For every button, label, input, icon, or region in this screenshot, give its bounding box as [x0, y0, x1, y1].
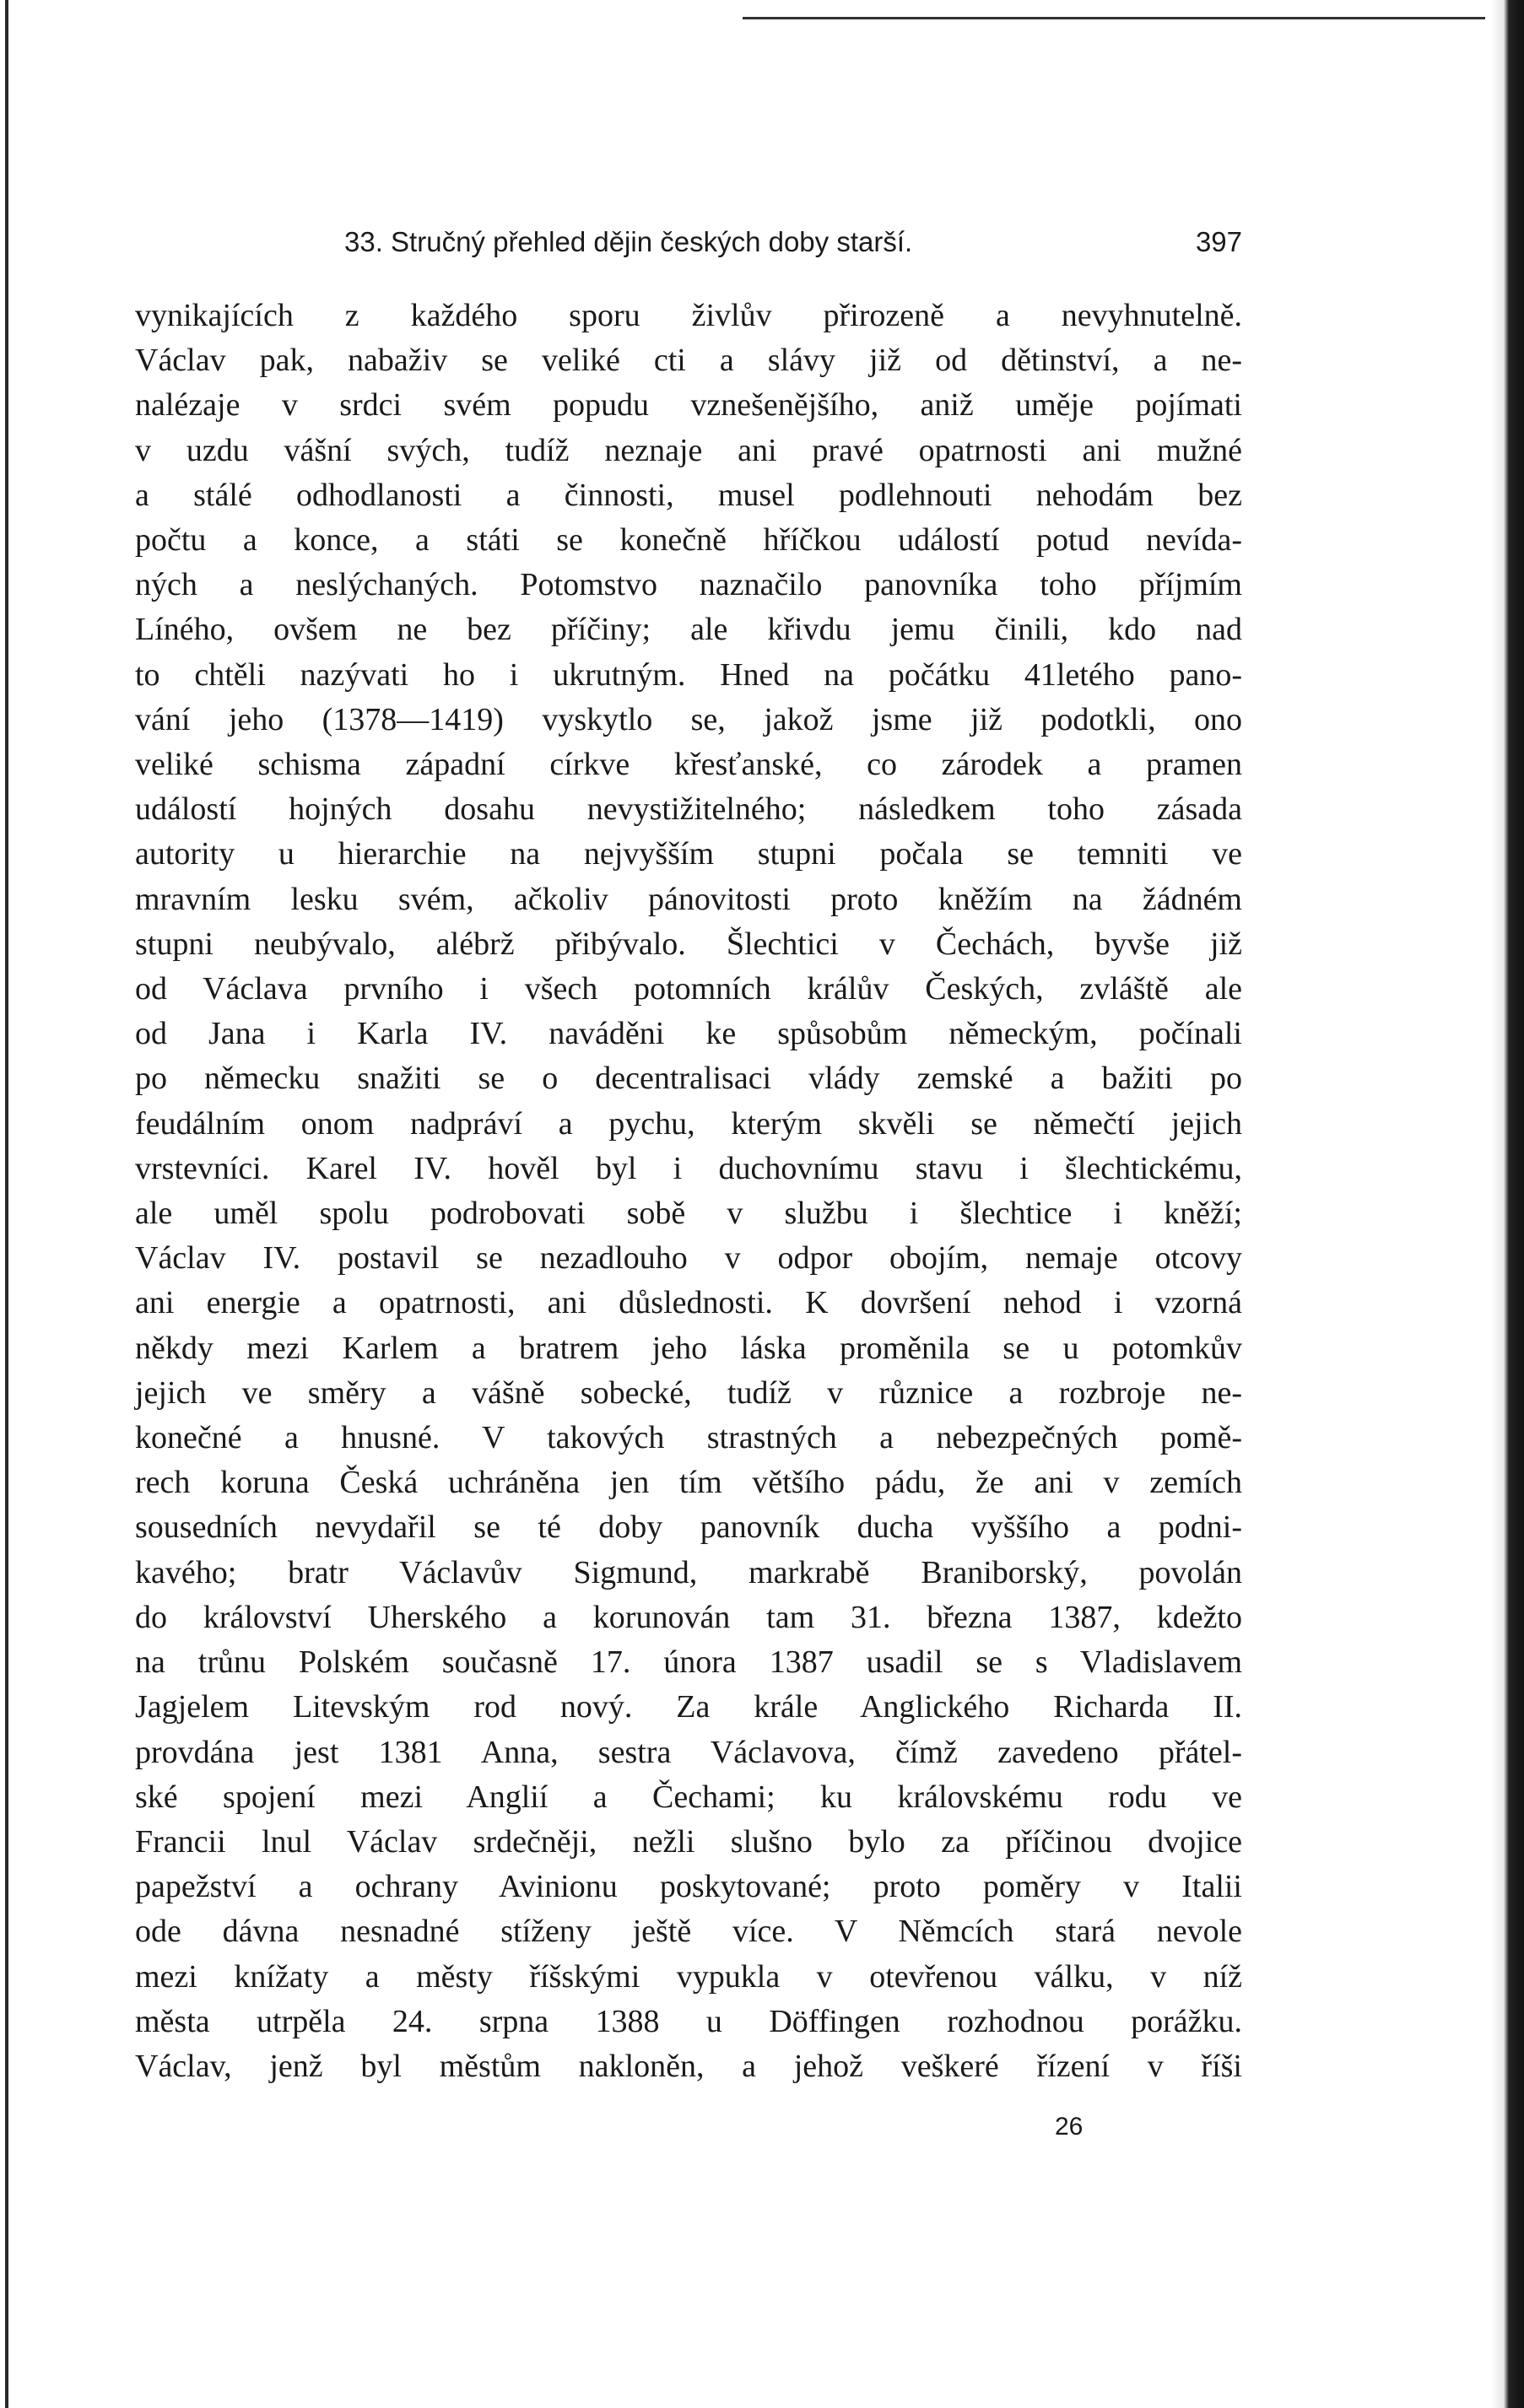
text-line: do království Uherského a korunován tam 31. března 1387, kdežto	[135, 1599, 1242, 1635]
text-line: města utrpěla 24. srpna 1388 u Döffingen rozhodnou porážku.	[135, 2003, 1242, 2039]
chapter-title: 33. Stručný přehled dějin českých doby starší.	[344, 226, 913, 257]
text-line: provdána jest 1381 Anna, sestra Václavova, čímž zavedeno přátel-	[135, 1734, 1242, 1770]
text-line: ani energie a opatrnosti, ani důslednosti. K dovršení nehod i vzorná	[135, 1285, 1242, 1321]
text-line: mezi knížaty a městy říšskými vypukla v otevřenou válku, v níž	[135, 1958, 1242, 1995]
page-number: 397	[1195, 226, 1242, 257]
text-line: kavého; bratr Václavův Sigmund, markrabě Braniborský, povolán	[135, 1554, 1242, 1590]
text-line: konečné a hnusné. V takových strastných a nebezpečných pomě-	[135, 1420, 1242, 1456]
text-line: Václav, jenž byl městům nakloněn, a jehož veškeré řízení v říši	[135, 2048, 1242, 2084]
text-line: sousedních nevydařil se té doby panovník ducha vyššího a podni-	[135, 1509, 1242, 1546]
text-line: jejich ve směry a vášně sobecké, tudíž v různice a rozbroje ne-	[135, 1374, 1242, 1411]
text-line: počtu a konce, a státi se konečně hříčkou událostí potud nevída-	[135, 522, 1242, 559]
text-line: po německu snažiti se o decentralisaci vlády zemské a bažiti po	[135, 1061, 1242, 1097]
text-line: vrstevníci. Karel IV. hověl byl i duchovnímu stavu i šlechtickému,	[135, 1150, 1242, 1186]
text-line: Václav IV. postavil se nezadlouho v odpor obojím, nemaje otcovy	[135, 1240, 1242, 1277]
text-line: od Jana i Karla IV. naváděni ke spůsobům německým, počínali	[135, 1016, 1242, 1052]
book-page	[135, 211, 1242, 2089]
text-line: papežství a ochrany Avinionu poskytované; proto poměry v Italii	[135, 1869, 1242, 1905]
text-line: a stálé odhodlanosti a činnosti, musel podlehnouti nehodám bez	[135, 477, 1242, 513]
text-line: vynikajících z každého sporu živlův přirozeně a nevyhnutelně.	[135, 298, 1242, 333]
text-line: veliké schisma západní církve křesťanské, co zárodek a pramen	[135, 747, 1242, 783]
scan-edge-left	[5, 0, 8, 2408]
text-line: na trůnu Polském současně 17. února 1387 usadil se s Vladislavem	[135, 1644, 1242, 1681]
body-text	[135, 294, 1242, 2089]
text-line: od Václava prvního i všech potomních králův Českých, zvláště ale	[135, 971, 1242, 1007]
text-line: vání jeho (1378—1419) vyskytlo se, jakož jsme již podotkli, ono	[135, 701, 1242, 737]
text-line: událostí hojných dosahu nevystižitelného; následkem toho zásada	[135, 791, 1242, 828]
text-line: autority u hierarchie na nejvyšším stupni počala se temniti ve	[135, 836, 1242, 872]
text-line: ode dávna nesnadné stíženy ještě více. V Němcích stará nevole	[135, 1914, 1242, 1950]
text-line: Francii lnul Václav srdečněji, nežli slušno bylo za příčinou dvojice	[135, 1823, 1242, 1860]
text-line: feudálním onom nadpráví a pychu, kterým skvěli se němečtí jejich	[135, 1105, 1242, 1142]
text-line: ské spojení mezi Anglií a Čechami; ku královskému rodu ve	[135, 1779, 1242, 1815]
text-line: v uzdu vášní svých, tudíž neznaje ani pravé opatrnosti ani mužné	[135, 432, 1242, 468]
text-line: Václav pak, nabaživ se veliké cti a slávy již od dětinství, a ne-	[135, 343, 1242, 379]
signature-mark: 26	[1055, 2113, 1084, 2141]
text-line: někdy mezi Karlem a bratrem jeho láska proměnila se u potomkův	[135, 1330, 1242, 1366]
text-line: mravním lesku svém, ačkoliv pánovitosti proto kněžím na žádném	[135, 881, 1242, 917]
text-line: Líného, ovšem ne bez příčiny; ale křivdu jemu činili, kdo nad	[135, 612, 1242, 648]
scan-edge-right	[1490, 0, 1524, 2408]
text-line: Jagjelem Litevským rod nový. Za krále Anglického Richarda II.	[135, 1689, 1242, 1725]
text-line: stupni neubývalo, alébrž přibývalo. Šlechtici v Čechách, byvše již	[135, 926, 1242, 962]
text-line: ných a neslýchaných. Potomstvo naznačilo panovníka toho příjmím	[135, 567, 1242, 603]
text-line: rech koruna Česká uchráněna jen tím většího pádu, že ani v zemích	[135, 1465, 1242, 1501]
running-head	[135, 211, 1242, 270]
text-line: nalézaje v srdci svém popudu vznešenějšího, aniž uměje pojímati	[135, 387, 1242, 424]
text-line: to chtěli nazývati ho i ukrutným. Hned na počátku 41letého pano-	[135, 656, 1242, 693]
text-line: ale uměl spolu podrobovati sobě v službu i šlechtice i kněží;	[135, 1196, 1242, 1232]
scan-edge-top	[743, 17, 1485, 19]
